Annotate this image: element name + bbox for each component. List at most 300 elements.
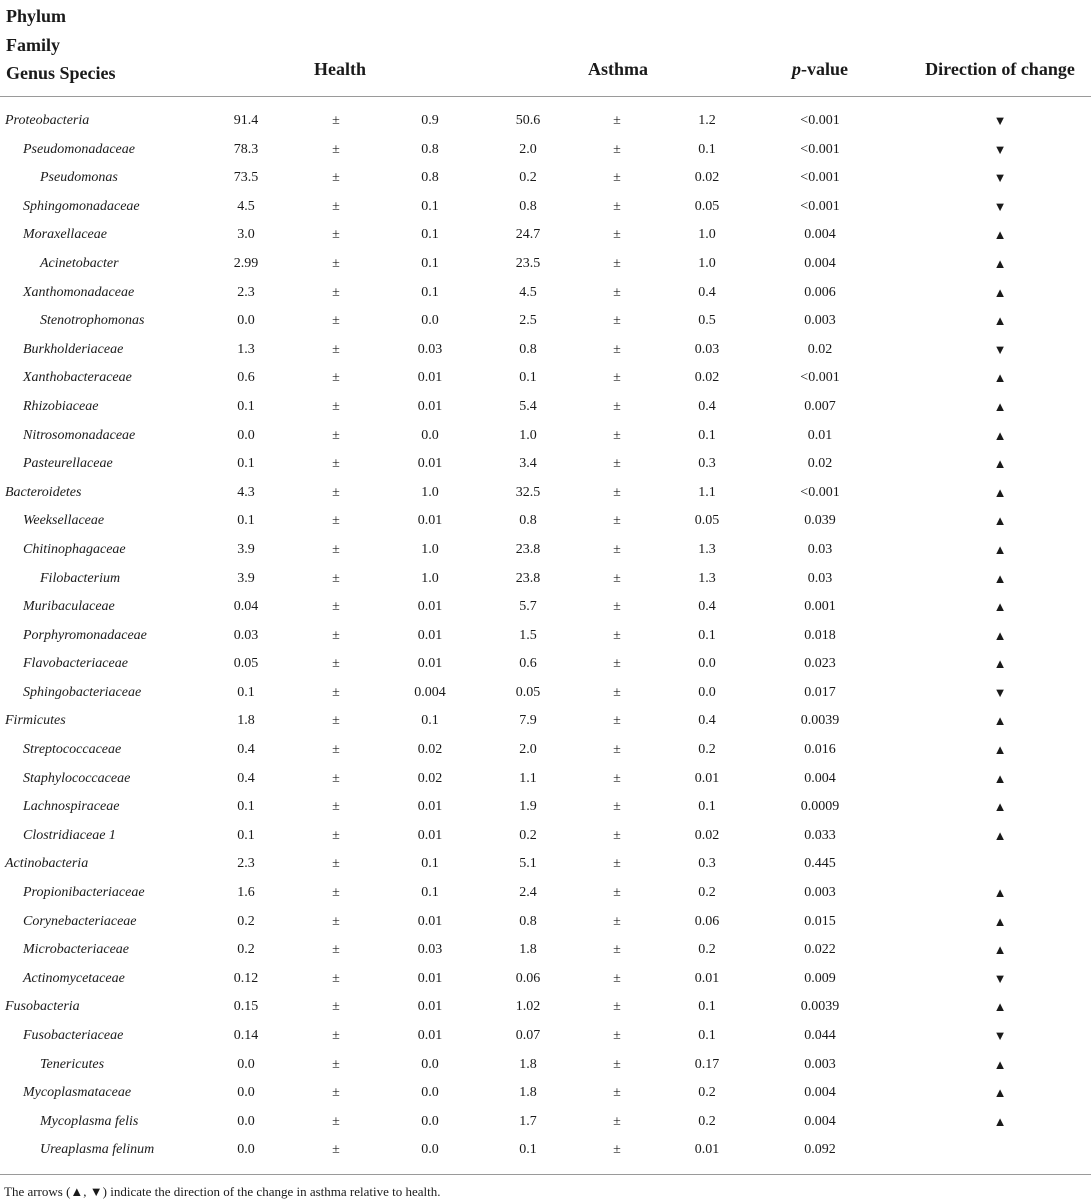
health-mean: 2.99 — [233, 255, 259, 271]
direction-arrow-icon: ▲ — [993, 456, 1007, 472]
health-mean: 0.03 — [233, 627, 259, 643]
health-pm: ± — [332, 570, 340, 586]
asthma-mean: 1.9 — [519, 799, 537, 815]
health-sd: 0.1 — [421, 227, 439, 243]
health-pm: ± — [332, 1056, 340, 1072]
asthma-pm: ± — [613, 484, 621, 500]
direction-arrow-icon: ▲ — [993, 313, 1007, 329]
asthma-mean: 23.8 — [515, 541, 541, 557]
asthma-mean: 0.05 — [515, 684, 541, 700]
asthma-sd: 0.2 — [698, 1085, 716, 1101]
table-row — [0, 793, 1091, 822]
asthma-mean: 1.8 — [519, 1085, 537, 1101]
p-value: 0.004 — [804, 1085, 836, 1101]
taxon-name: Acinetobacter — [40, 255, 119, 271]
health-sd: 0.01 — [417, 599, 443, 615]
taxon-name: Rhizobiaceae — [23, 398, 99, 414]
health-mean: 3.9 — [237, 570, 255, 586]
table-body — [0, 107, 1091, 1165]
health-pm: ± — [332, 913, 340, 929]
health-sd: 0.01 — [417, 827, 443, 843]
health-pm: ± — [332, 284, 340, 300]
health-mean: 0.05 — [233, 656, 259, 672]
taxon-name: Streptococcaceae — [23, 742, 122, 758]
asthma-pm: ± — [613, 713, 621, 729]
health-mean: 78.3 — [233, 141, 259, 157]
p-value: 0.007 — [804, 398, 836, 414]
asthma-pm: ± — [613, 599, 621, 615]
asthma-mean: 7.9 — [519, 713, 537, 729]
asthma-pm: ± — [613, 456, 621, 472]
asthma-pm: ± — [613, 1085, 621, 1101]
pvalue-rest: -value — [801, 59, 848, 79]
asthma-pm: ± — [613, 170, 621, 186]
taxon-level-labels — [6, 2, 116, 88]
asthma-sd: 0.01 — [694, 770, 720, 786]
asthma-pm: ± — [613, 1113, 621, 1129]
asthma-sd: 1.0 — [698, 255, 716, 271]
health-mean: 73.5 — [233, 170, 259, 186]
asthma-sd: 0.2 — [698, 1113, 716, 1129]
direction-arrow-icon: ▲ — [993, 999, 1007, 1015]
health-pm: ± — [332, 227, 340, 243]
health-pm: ± — [332, 484, 340, 500]
health-pm: ± — [332, 198, 340, 214]
table-row — [0, 393, 1091, 422]
health-sd: 1.0 — [421, 484, 439, 500]
direction-arrow-icon: ▲ — [993, 255, 1007, 271]
direction-arrow-icon: ▲ — [993, 227, 1007, 243]
asthma-sd: 0.4 — [698, 713, 716, 729]
health-sd: 1.0 — [421, 570, 439, 586]
health-pm: ± — [332, 313, 340, 329]
health-sd: 0.01 — [417, 799, 443, 815]
health-pm: ± — [332, 513, 340, 529]
health-pm: ± — [332, 970, 340, 986]
health-sd: 0.01 — [417, 913, 443, 929]
p-value: 0.023 — [804, 656, 836, 672]
asthma-mean: 2.5 — [519, 313, 537, 329]
asthma-sd: 0.1 — [698, 627, 716, 643]
asthma-sd: 0.05 — [694, 198, 720, 214]
health-pm: ± — [332, 599, 340, 615]
health-sd: 0.1 — [421, 198, 439, 214]
direction-arrow-icon: ▲ — [993, 599, 1007, 615]
asthma-mean: 0.8 — [519, 913, 537, 929]
health-mean: 2.3 — [237, 856, 255, 872]
health-mean: 3.0 — [237, 227, 255, 243]
health-sd: 0.004 — [414, 684, 446, 700]
taxon-name: Actinobacteria — [5, 856, 89, 872]
asthma-sd: 0.01 — [694, 1142, 720, 1158]
p-value: <0.001 — [800, 170, 840, 186]
asthma-mean: 32.5 — [515, 484, 541, 500]
asthma-sd: 0.4 — [698, 284, 716, 300]
asthma-sd: 0.3 — [698, 456, 716, 472]
asthma-sd: 0.1 — [698, 427, 716, 443]
asthma-sd: 0.1 — [698, 999, 716, 1015]
health-pm: ± — [332, 255, 340, 271]
health-sd: 0.1 — [421, 713, 439, 729]
health-sd: 0.01 — [417, 656, 443, 672]
asthma-pm: ± — [613, 1028, 621, 1043]
health-mean: 4.5 — [237, 198, 255, 214]
taxon-name: Actinomycetaceae — [23, 970, 125, 986]
table-row — [0, 1051, 1091, 1080]
p-value: 0.02 — [807, 341, 833, 357]
direction-arrow-icon: ▲ — [993, 742, 1007, 758]
asthma-mean: 2.4 — [519, 885, 537, 901]
asthma-pm: ± — [613, 113, 621, 128]
taxon-name: Pseudomonas — [40, 170, 118, 186]
label-phylum: Phylum — [6, 6, 67, 26]
table-row — [0, 879, 1091, 908]
table-row — [0, 707, 1091, 736]
health-sd: 0.8 — [421, 141, 439, 157]
direction-arrow-icon: ▲ — [993, 913, 1007, 929]
direction-arrow-icon: ▼ — [993, 141, 1007, 157]
asthma-mean: 1.0 — [519, 427, 537, 443]
direction-arrow-icon: ▲ — [993, 484, 1007, 500]
asthma-pm: ± — [613, 856, 621, 872]
table-row — [0, 765, 1091, 794]
asthma-mean: 0.8 — [519, 341, 537, 357]
asthma-mean: 50.6 — [515, 113, 541, 128]
asthma-pm: ± — [613, 141, 621, 157]
asthma-mean: 23.5 — [515, 255, 541, 271]
asthma-pm: ± — [613, 827, 621, 843]
table-row — [0, 107, 1091, 136]
p-value: 0.03 — [807, 541, 833, 557]
p-value: 0.01 — [807, 427, 833, 443]
direction-arrow-icon: ▲ — [993, 827, 1007, 843]
table-row — [0, 450, 1091, 479]
p-value: 0.001 — [804, 599, 836, 615]
asthma-sd: 0.3 — [698, 856, 716, 872]
health-sd: 0.0 — [421, 313, 439, 329]
asthma-sd: 0.1 — [698, 141, 716, 157]
p-value: 0.017 — [804, 684, 836, 700]
footnote: The arrows (▲, ▼) indicate the direction of the change in asthma relative to health. — [4, 1184, 441, 1199]
health-mean: 0.1 — [237, 513, 255, 529]
health-sd: 0.1 — [421, 885, 439, 901]
taxon-name: Clostridiaceae 1 — [23, 827, 116, 843]
taxon-name: Ureaplasma felinum — [40, 1142, 155, 1158]
header-rule — [0, 96, 1091, 97]
direction-arrow-icon: ▼ — [993, 198, 1007, 214]
p-value: 0.004 — [804, 227, 836, 243]
table-row — [0, 1136, 1091, 1165]
health-pm: ± — [332, 770, 340, 786]
table-row — [0, 364, 1091, 393]
taxon-name: Fusobacteriaceae — [23, 1028, 124, 1043]
table-row — [0, 822, 1091, 851]
asthma-mean: 1.1 — [519, 770, 537, 786]
taxon-name: Muribaculaceae — [23, 599, 115, 615]
asthma-sd: 0.2 — [698, 885, 716, 901]
p-value: 0.092 — [804, 1142, 836, 1158]
health-pm: ± — [332, 827, 340, 843]
health-mean: 0.2 — [237, 913, 255, 929]
p-value: <0.001 — [800, 141, 840, 157]
health-mean: 0.4 — [237, 742, 255, 758]
asthma-mean: 0.1 — [519, 1142, 537, 1158]
health-pm: ± — [332, 713, 340, 729]
taxon-name: Chitinophagaceae — [23, 541, 126, 557]
table-row — [0, 565, 1091, 594]
taxon-name: Mycoplasma felis — [40, 1113, 139, 1129]
asthma-pm: ± — [613, 627, 621, 643]
health-mean: 0.1 — [237, 456, 255, 472]
asthma-mean: 2.0 — [519, 742, 537, 758]
direction-arrow-icon: ▲ — [993, 1085, 1007, 1101]
health-pm: ± — [332, 370, 340, 386]
table-row — [0, 279, 1091, 308]
health-pm: ± — [332, 627, 340, 643]
asthma-mean: 0.1 — [519, 370, 537, 386]
health-mean: 91.4 — [233, 113, 259, 128]
asthma-pm: ± — [613, 255, 621, 271]
health-sd: 0.0 — [421, 1142, 439, 1158]
table-row — [0, 993, 1091, 1022]
health-pm: ± — [332, 456, 340, 472]
health-pm: ± — [332, 1085, 340, 1101]
health-pm: ± — [332, 999, 340, 1015]
p-value: 0.004 — [804, 255, 836, 271]
pvalue-italic: p — [792, 59, 801, 79]
p-value: 0.0039 — [800, 713, 840, 729]
p-value: 0.03 — [807, 570, 833, 586]
taxon-name: Microbacteriaceae — [23, 942, 129, 958]
asthma-mean: 4.5 — [519, 284, 537, 300]
direction-arrow-icon: ▲ — [993, 1113, 1007, 1129]
asthma-sd: 0.5 — [698, 313, 716, 329]
p-value: 0.445 — [804, 856, 836, 872]
direction-arrow-icon: ▲ — [993, 427, 1007, 443]
health-sd: 0.01 — [417, 1028, 443, 1043]
asthma-mean: 0.8 — [519, 198, 537, 214]
table-row — [0, 479, 1091, 508]
col-asthma: Asthma — [587, 59, 648, 79]
health-sd: 1.0 — [421, 541, 439, 557]
direction-arrow-icon: ▲ — [993, 541, 1007, 557]
health-mean: 0.0 — [237, 313, 255, 329]
asthma-pm: ± — [613, 913, 621, 929]
table-row — [0, 850, 1091, 879]
health-mean: 0.04 — [233, 599, 259, 615]
p-value: 0.006 — [804, 284, 836, 300]
taxon-name: Pseudomonadaceae — [23, 141, 135, 157]
direction-arrow-icon: ▼ — [993, 170, 1007, 186]
asthma-pm: ± — [613, 541, 621, 557]
asthma-sd: 1.3 — [698, 570, 716, 586]
health-pm: ± — [332, 541, 340, 557]
p-value: 0.004 — [804, 1113, 836, 1129]
direction-arrow-icon: ▼ — [993, 341, 1007, 357]
asthma-sd: 0.2 — [698, 742, 716, 758]
health-mean: 1.8 — [237, 713, 255, 729]
asthma-pm: ± — [613, 1056, 621, 1072]
health-sd: 0.01 — [417, 999, 443, 1015]
direction-arrow-icon: ▲ — [993, 627, 1007, 643]
asthma-pm: ± — [613, 799, 621, 815]
health-pm: ± — [332, 742, 340, 758]
asthma-sd: 0.06 — [694, 913, 720, 929]
health-mean: 0.0 — [237, 1142, 255, 1158]
health-pm: ± — [332, 885, 340, 901]
p-value: 0.0009 — [800, 799, 840, 815]
taxon-name: Fusobacteria — [5, 999, 80, 1015]
asthma-mean: 3.4 — [519, 456, 537, 472]
taxon-name: Flavobacteriaceae — [23, 656, 128, 672]
p-value: 0.022 — [804, 942, 836, 958]
asthma-sd: 0.02 — [694, 370, 720, 386]
asthma-mean: 0.8 — [519, 513, 537, 529]
table-header — [0, 0, 1091, 86]
asthma-pm: ± — [613, 341, 621, 357]
health-mean: 0.0 — [237, 1113, 255, 1129]
health-mean: 0.1 — [237, 684, 255, 700]
health-sd: 0.01 — [417, 970, 443, 986]
asthma-pm: ± — [613, 513, 621, 529]
asthma-pm: ± — [613, 313, 621, 329]
health-pm: ± — [332, 684, 340, 700]
asthma-sd: 0.4 — [698, 599, 716, 615]
asthma-sd: 0.1 — [698, 799, 716, 815]
health-mean: 0.1 — [237, 799, 255, 815]
health-sd: 0.1 — [421, 856, 439, 872]
asthma-pm: ± — [613, 942, 621, 958]
table-row — [0, 622, 1091, 651]
taxon-name: Mycoplasmataceae — [23, 1085, 132, 1101]
asthma-pm: ± — [613, 885, 621, 901]
taxon-name: Firmicutes — [5, 713, 66, 729]
p-value: 0.033 — [804, 827, 836, 843]
health-pm: ± — [332, 113, 340, 128]
asthma-mean: 23.8 — [515, 570, 541, 586]
direction-arrow-icon: ▲ — [993, 713, 1007, 729]
asthma-sd: 1.2 — [698, 113, 716, 128]
asthma-mean: 2.0 — [519, 141, 537, 157]
asthma-mean: 1.8 — [519, 942, 537, 958]
health-sd: 0.9 — [421, 113, 439, 128]
taxon-name: Sphingomonadaceae — [23, 198, 140, 214]
table-row — [0, 1079, 1091, 1108]
health-mean: 0.0 — [237, 427, 255, 443]
table-row — [0, 650, 1091, 679]
taxon-name: Porphyromonadaceae — [23, 627, 147, 643]
health-sd: 0.02 — [417, 742, 443, 758]
taxon-name: Filobacterium — [40, 570, 121, 586]
asthma-sd: 1.3 — [698, 541, 716, 557]
asthma-pm: ± — [613, 570, 621, 586]
health-sd: 0.0 — [421, 1113, 439, 1129]
p-value: 0.009 — [804, 970, 836, 986]
asthma-pm: ± — [613, 227, 621, 243]
p-value: 0.003 — [804, 1056, 836, 1072]
direction-arrow-icon: ▲ — [993, 370, 1007, 386]
table-row — [0, 336, 1091, 365]
asthma-sd: 0.17 — [694, 1056, 720, 1072]
asthma-sd: 0.02 — [694, 170, 720, 186]
asthma-sd: 0.4 — [698, 398, 716, 414]
direction-arrow-icon: ▼ — [993, 1028, 1007, 1043]
p-value: 0.0039 — [800, 999, 840, 1015]
taxon-name: Bacteroidetes — [5, 484, 82, 500]
health-mean: 0.15 — [233, 999, 259, 1015]
health-pm: ± — [332, 656, 340, 672]
table-row — [0, 1022, 1091, 1051]
health-mean: 0.12 — [233, 970, 259, 986]
table-row — [0, 250, 1091, 279]
health-sd: 0.03 — [417, 942, 443, 958]
asthma-mean: 1.5 — [519, 627, 537, 643]
asthma-sd: 1.1 — [698, 484, 716, 500]
asthma-sd: 0.0 — [698, 656, 716, 672]
col-direction: Direction of change — [925, 59, 1075, 79]
direction-arrow-icon: ▲ — [993, 656, 1007, 672]
health-mean: 1.3 — [237, 341, 255, 357]
label-family: Family — [6, 34, 60, 55]
direction-arrow-icon: ▲ — [993, 398, 1007, 414]
asthma-pm: ± — [613, 770, 621, 786]
asthma-pm: ± — [613, 1142, 621, 1158]
taxon-name: Tenericutes — [40, 1056, 105, 1072]
table-row — [0, 221, 1091, 250]
taxon-name: Stenotrophomonas — [40, 313, 145, 329]
health-pm: ± — [332, 427, 340, 443]
health-mean: 0.1 — [237, 827, 255, 843]
health-mean: 0.2 — [237, 942, 255, 958]
direction-arrow-icon: ▲ — [993, 1056, 1007, 1072]
asthma-sd: 0.1 — [698, 1028, 716, 1043]
asthma-pm: ± — [613, 742, 621, 758]
asthma-pm: ± — [613, 398, 621, 414]
taxon-name: Corynebacteriaceae — [23, 913, 137, 929]
table-row — [0, 936, 1091, 965]
taxon-name: Burkholderiaceae — [23, 341, 124, 357]
taxon-name: Lachnospiraceae — [23, 799, 120, 815]
p-value: 0.039 — [804, 513, 836, 529]
p-value: 0.044 — [804, 1028, 836, 1043]
direction-arrow-icon: ▲ — [993, 942, 1007, 958]
footer-rule — [0, 1174, 1091, 1175]
health-sd: 0.03 — [417, 341, 443, 357]
asthma-sd: 0.01 — [694, 970, 720, 986]
health-pm: ± — [332, 398, 340, 414]
asthma-pm: ± — [613, 198, 621, 214]
asthma-mean: 1.7 — [519, 1113, 537, 1129]
p-value: 0.003 — [804, 885, 836, 901]
taxon-name: Sphingobacteriaceae — [23, 684, 142, 700]
taxon-name: Proteobacteria — [5, 113, 90, 128]
health-sd: 0.01 — [417, 398, 443, 414]
direction-arrow-icon: ▲ — [993, 570, 1007, 586]
table-row — [0, 536, 1091, 565]
taxon-name: Weeksellaceae — [23, 513, 105, 529]
p-value: 0.003 — [804, 313, 836, 329]
health-mean: 0.1 — [237, 398, 255, 414]
p-value: <0.001 — [800, 198, 840, 214]
taxon-name: Staphylococcaceae — [23, 770, 131, 786]
table-row — [0, 679, 1091, 708]
asthma-mean: 0.2 — [519, 827, 537, 843]
p-value: 0.004 — [804, 770, 836, 786]
col-pvalue — [760, 58, 880, 80]
taxon-name: Propionibacteriaceae — [23, 885, 145, 901]
direction-arrow-icon: ▲ — [993, 799, 1007, 815]
health-sd: 0.01 — [417, 370, 443, 386]
